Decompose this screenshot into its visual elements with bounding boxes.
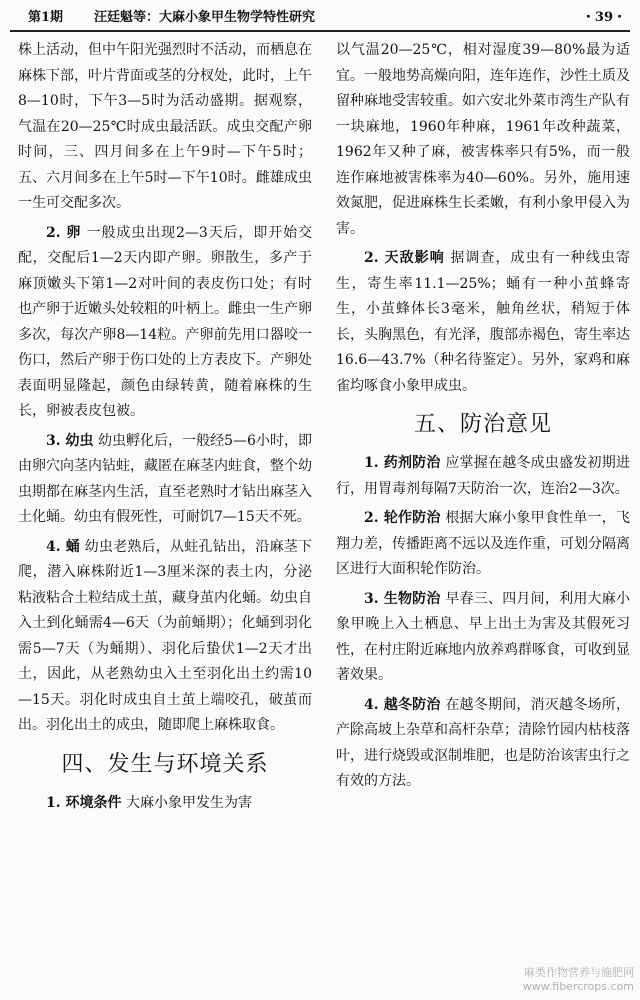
left-column (18, 38, 312, 820)
overwintering-control-subheading: 4. 越冬防治 (364, 696, 441, 713)
running-header (10, 8, 630, 32)
watermark-site-name: 麻类作物营养与施肥网 (524, 966, 634, 979)
biological-control-text: 早春三、四月间，利用大麻小象甲晚上入土栖息、早上出土为害及其假死习性，在村庄附近麻地内放养鸡群啄食，可收到显著效果。 (336, 590, 631, 683)
rotation-control-text: 根据大麻小象甲食性单一，飞翔力差，传播距离不远以及连作重，可划分隔离区进行大面积轮作防治。 (336, 510, 631, 577)
natural-enemy-subheading: 2. 天敌影响 (364, 250, 445, 266)
natural-enemy-paragraph (336, 246, 630, 399)
issue-number: 第1期 (28, 10, 64, 25)
section-heading-control: 五、防治意见 (413, 412, 552, 437)
running-title: 汪廷魁等：大麻小象甲生物学特性研究 (94, 10, 316, 25)
larva-subheading: 3. 幼虫 (46, 432, 94, 449)
page-number: ・39・ (581, 10, 626, 25)
pupa-subheading: 4. 蛹 (46, 538, 80, 555)
chemical-control-subheading: 1. 药剂防治 (364, 455, 441, 471)
overwintering-control-paragraph (336, 693, 630, 795)
overwintering-control-text: 在越冬期间，消灭越冬场所，产除高坡上杂草和高杆杂草；清除竹园内枯枝落叶，进行烧毁或沤制堆肥，也是防治该害虫行之有效的方法。 (336, 696, 631, 789)
site-watermark (494, 966, 634, 994)
egg-paragraph (18, 221, 312, 425)
egg-subheading: 2. 卵 (46, 224, 82, 241)
pupa-paragraph (18, 535, 312, 739)
larva-text: 幼虫孵化后，一般经5—6小时，即由卵穴向茎内钻蛀，藏匿在麻茎内蛀食，整个幼虫期都在麻茎内生活，直至老熟时才钻出麻茎入土化蛹。幼虫有假死性，可耐饥7—15天不死。 (18, 432, 312, 525)
right-column (336, 38, 630, 799)
pupa-text: 幼虫老熟后，从蛀孔钻出，沿麻茎下爬，潜入麻株附近1—3厘米深的表土内，分泌粘液粘合土粒结成土茧，藏身茧内化蛹。幼虫自入土到化蛹需4—6天（为前蛹期）；化蛹到羽化需5—7天（为蛹期）、羽化后蛰伏1—2天才出土，因此，从老熟幼虫入土至羽化出土约需10—15天。羽化时成虫自土茧上端咬孔，破茧而出。羽化出土的成虫，随即爬上麻株取食。 (18, 538, 313, 733)
biological-control-subheading: 3. 生物防治 (364, 590, 441, 607)
rotation-control-subheading: 2. 轮作防治 (364, 510, 441, 526)
environment-paragraph-continued: 以气温20—25℃，相对湿度39—80%最为适宜。一般地势高燥向阳，连年连作，沙性土质及留种麻地受害较重。如六安北外菜市湾生产队有一块麻地，1960年种麻，1961年改种蔬菜，1962年又种了麻，被害株率只有5%，而一般连作麻地被害株率为40—60%。另外，施用速效氮肥，促进麻株生长柔嫩，有利小象甲侵入为害。 (336, 42, 630, 237)
environment-paragraph (18, 791, 312, 817)
chemical-control-text: 应掌握在越冬成虫盛发初期进行，用胃毒剂每隔7天防治一次，连治2—3次。 (336, 455, 631, 497)
larva-paragraph (18, 429, 312, 531)
environment-subheading: 1. 环境条件 (46, 794, 122, 811)
watermark-url: www.fibercrops.com (522, 980, 634, 993)
environment-text: 大麻小象甲发生为害 (125, 794, 252, 811)
biological-control-paragraph (336, 587, 630, 689)
egg-text: 一般成虫出现2—3天后，即开始交配，交配后1—2天内即产卵。卵散生，多产于麻顶嫩头下第1—2对叶间的表皮伤口处；有时也产卵于近嫩头处较粗的叶柄上。雌虫一生产卵多次，每次产卵8—14粒。产卵前先用口器咬一伤口，然后产卵于伤口处的上方表皮下。产卵处表面明显隆起，颜色由绿转黄，随着麻株的生长，卵被表皮包被。 (18, 224, 312, 419)
adult-paragraph-continued: 株上活动，但中午阳光强烈时不活动，而栖息在麻株下部，叶片背面或茎的分杈处，此时，上午8—10时，下午3—5时为活动盛期。据观察，气温在20—25℃时成虫最活跃。成虫交配产卵时间，三、四月间多在上午9时—下午5时；五、六月间多在上午5时—下午10时。雌雄成虫一生可交配多次。 (18, 42, 312, 211)
section-heading-occurrence-environment: 四、发生与环境关系 (61, 751, 269, 777)
rotation-control-paragraph (336, 506, 630, 583)
natural-enemy-text: 据调查，成虫有一种线虫寄生，寄生率11.1—25%；蛹有一种小茧蜂寄生，小茧蜂体长3毫米，触角丝状，稍短于体长，头胸黑色，有光泽，腹部赤褐色，寄生率达16.6—43.7%（种名待鉴定）。另外，家鸡和麻雀均啄食小象甲成虫。 (336, 250, 630, 394)
chemical-control-paragraph (336, 451, 630, 502)
